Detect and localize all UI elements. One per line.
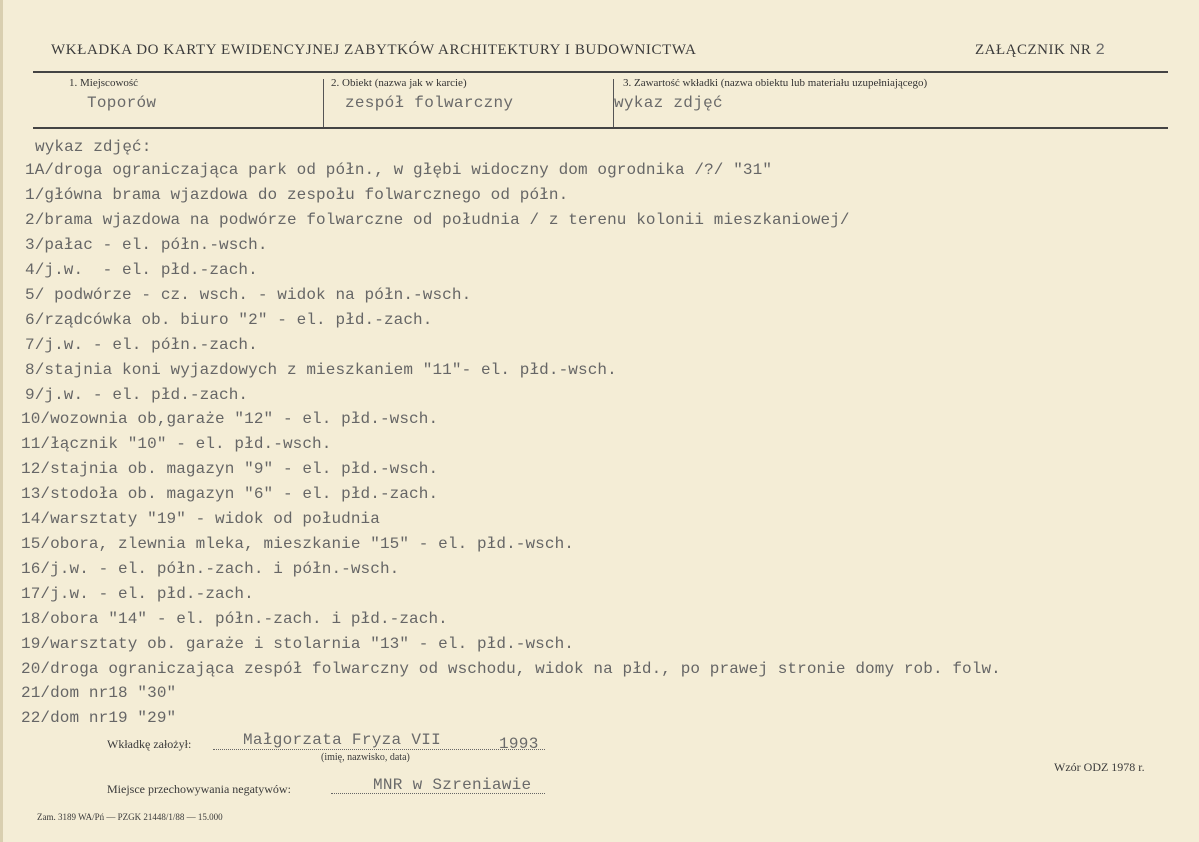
object-value: zespół folwarczny — [345, 94, 514, 112]
list-item: 2/brama wjazdowa na podwórze folwarczne od południa / z terenu kolonii mieszkaniowej/ — [25, 211, 850, 229]
list-item: 10/wozownia ob,garaże "12" - el. płd.-wsch. — [21, 410, 439, 428]
annex-label — [975, 41, 1106, 59]
print-order: Zam. 3189 WA/Pń — PZGK 21448/1/88 — 15.000 — [37, 812, 223, 822]
header-bottom-rule — [33, 127, 1168, 129]
list-item: 9/j.w. - el. płd.-zach. — [25, 386, 249, 404]
founder-dotted-line — [213, 749, 545, 750]
list-item: 22/dom nr19 "29" — [21, 709, 177, 727]
list-item: 4/j.w. - el. płd.-zach. — [25, 261, 258, 279]
list-item: 8/stajnia koni wyjazdowych z mieszkaniem "11"- el. płd.-wsch. — [25, 361, 617, 379]
object-label: 2. Obiekt (nazwa jak w karcie) — [331, 77, 467, 89]
list-item: 14/warsztaty "19" - widok od południa — [21, 510, 380, 528]
locality-label: 1. Miejscowość — [69, 77, 139, 89]
list-heading: wykaz zdjęć: — [35, 138, 152, 156]
content-label: 3. Zawartość wkładki (nazwa obiektu lub materiału uzupełniającego) — [623, 77, 928, 89]
storage-label: Miejsce przechowywania negatywów: — [107, 782, 291, 796]
list-item: 16/j.w. - el. półn.-zach. i półn.-wsch. — [21, 560, 400, 578]
storage-value: MNR w Szreniawie — [373, 776, 532, 794]
annex-label-text: ZAŁĄCZNIK NR — [975, 42, 1092, 58]
field-divider-1 — [323, 79, 324, 127]
founder-year: 1993 — [499, 735, 539, 753]
founder-sublabel: (imię, nazwisko, data) — [321, 752, 410, 763]
annex-number: 2 — [1095, 41, 1106, 59]
list-item: 3/pałac - el. półn.-wsch. — [25, 236, 268, 254]
content-value: wykaz zdjęć — [614, 94, 723, 112]
founder-value: Małgorzata Fryza VII — [243, 731, 442, 749]
form-title: WKŁADKA DO KARTY EWIDENCYJNEJ ZABYTKÓW ARCHITEKTURY I BUDOWNICTWA — [51, 42, 697, 58]
list-item: 5/ podwórze - cz. wsch. - widok na półn.-wsch. — [25, 286, 472, 304]
locality-value: Toporów — [87, 94, 157, 112]
header-top-rule — [33, 71, 1168, 73]
list-item: 1/główna brama wjazdowa do zespołu folwarcznego od półn. — [25, 186, 569, 204]
list-item: 18/obora "14" - el. półn.-zach. i płd.-zach. — [21, 610, 448, 628]
list-item: 19/warsztaty ob. garaże i stolarnia "13" - el. płd.-wsch. — [21, 635, 574, 653]
list-item: 7/j.w. - el. półn.-zach. — [25, 336, 258, 354]
list-item: 17/j.w. - el. płd.-zach. — [21, 585, 254, 603]
list-item: 15/obora, zlewnia mleka, mieszkanie "15" - el. płd.-wsch. — [21, 535, 574, 553]
form-model: Wzór ODZ 1978 r. — [1054, 760, 1145, 774]
list-item: 1A/droga ograniczająca park od półn., w głębi widoczny dom ogrodnika /?/ "31" — [25, 161, 773, 179]
list-item: 13/stodoła ob. magazyn "6" - el. płd.-zach. — [21, 485, 439, 503]
list-item: 11/łącznik "10" - el. płd.-wsch. — [21, 435, 332, 453]
list-item: 20/droga ograniczająca zespół folwarczny od wschodu, widok na płd., po prawej stronie domy rob. folw. — [21, 660, 1001, 678]
list-item: 21/dom nr18 "30" — [21, 684, 177, 702]
list-item: 6/rządcówka ob. biuro "2" - el. płd.-zach. — [25, 311, 433, 329]
founder-label: Wkładkę założył: — [107, 737, 192, 751]
list-item: 12/stajnia ob. magazyn "9" - el. płd.-wsch. — [21, 460, 439, 478]
